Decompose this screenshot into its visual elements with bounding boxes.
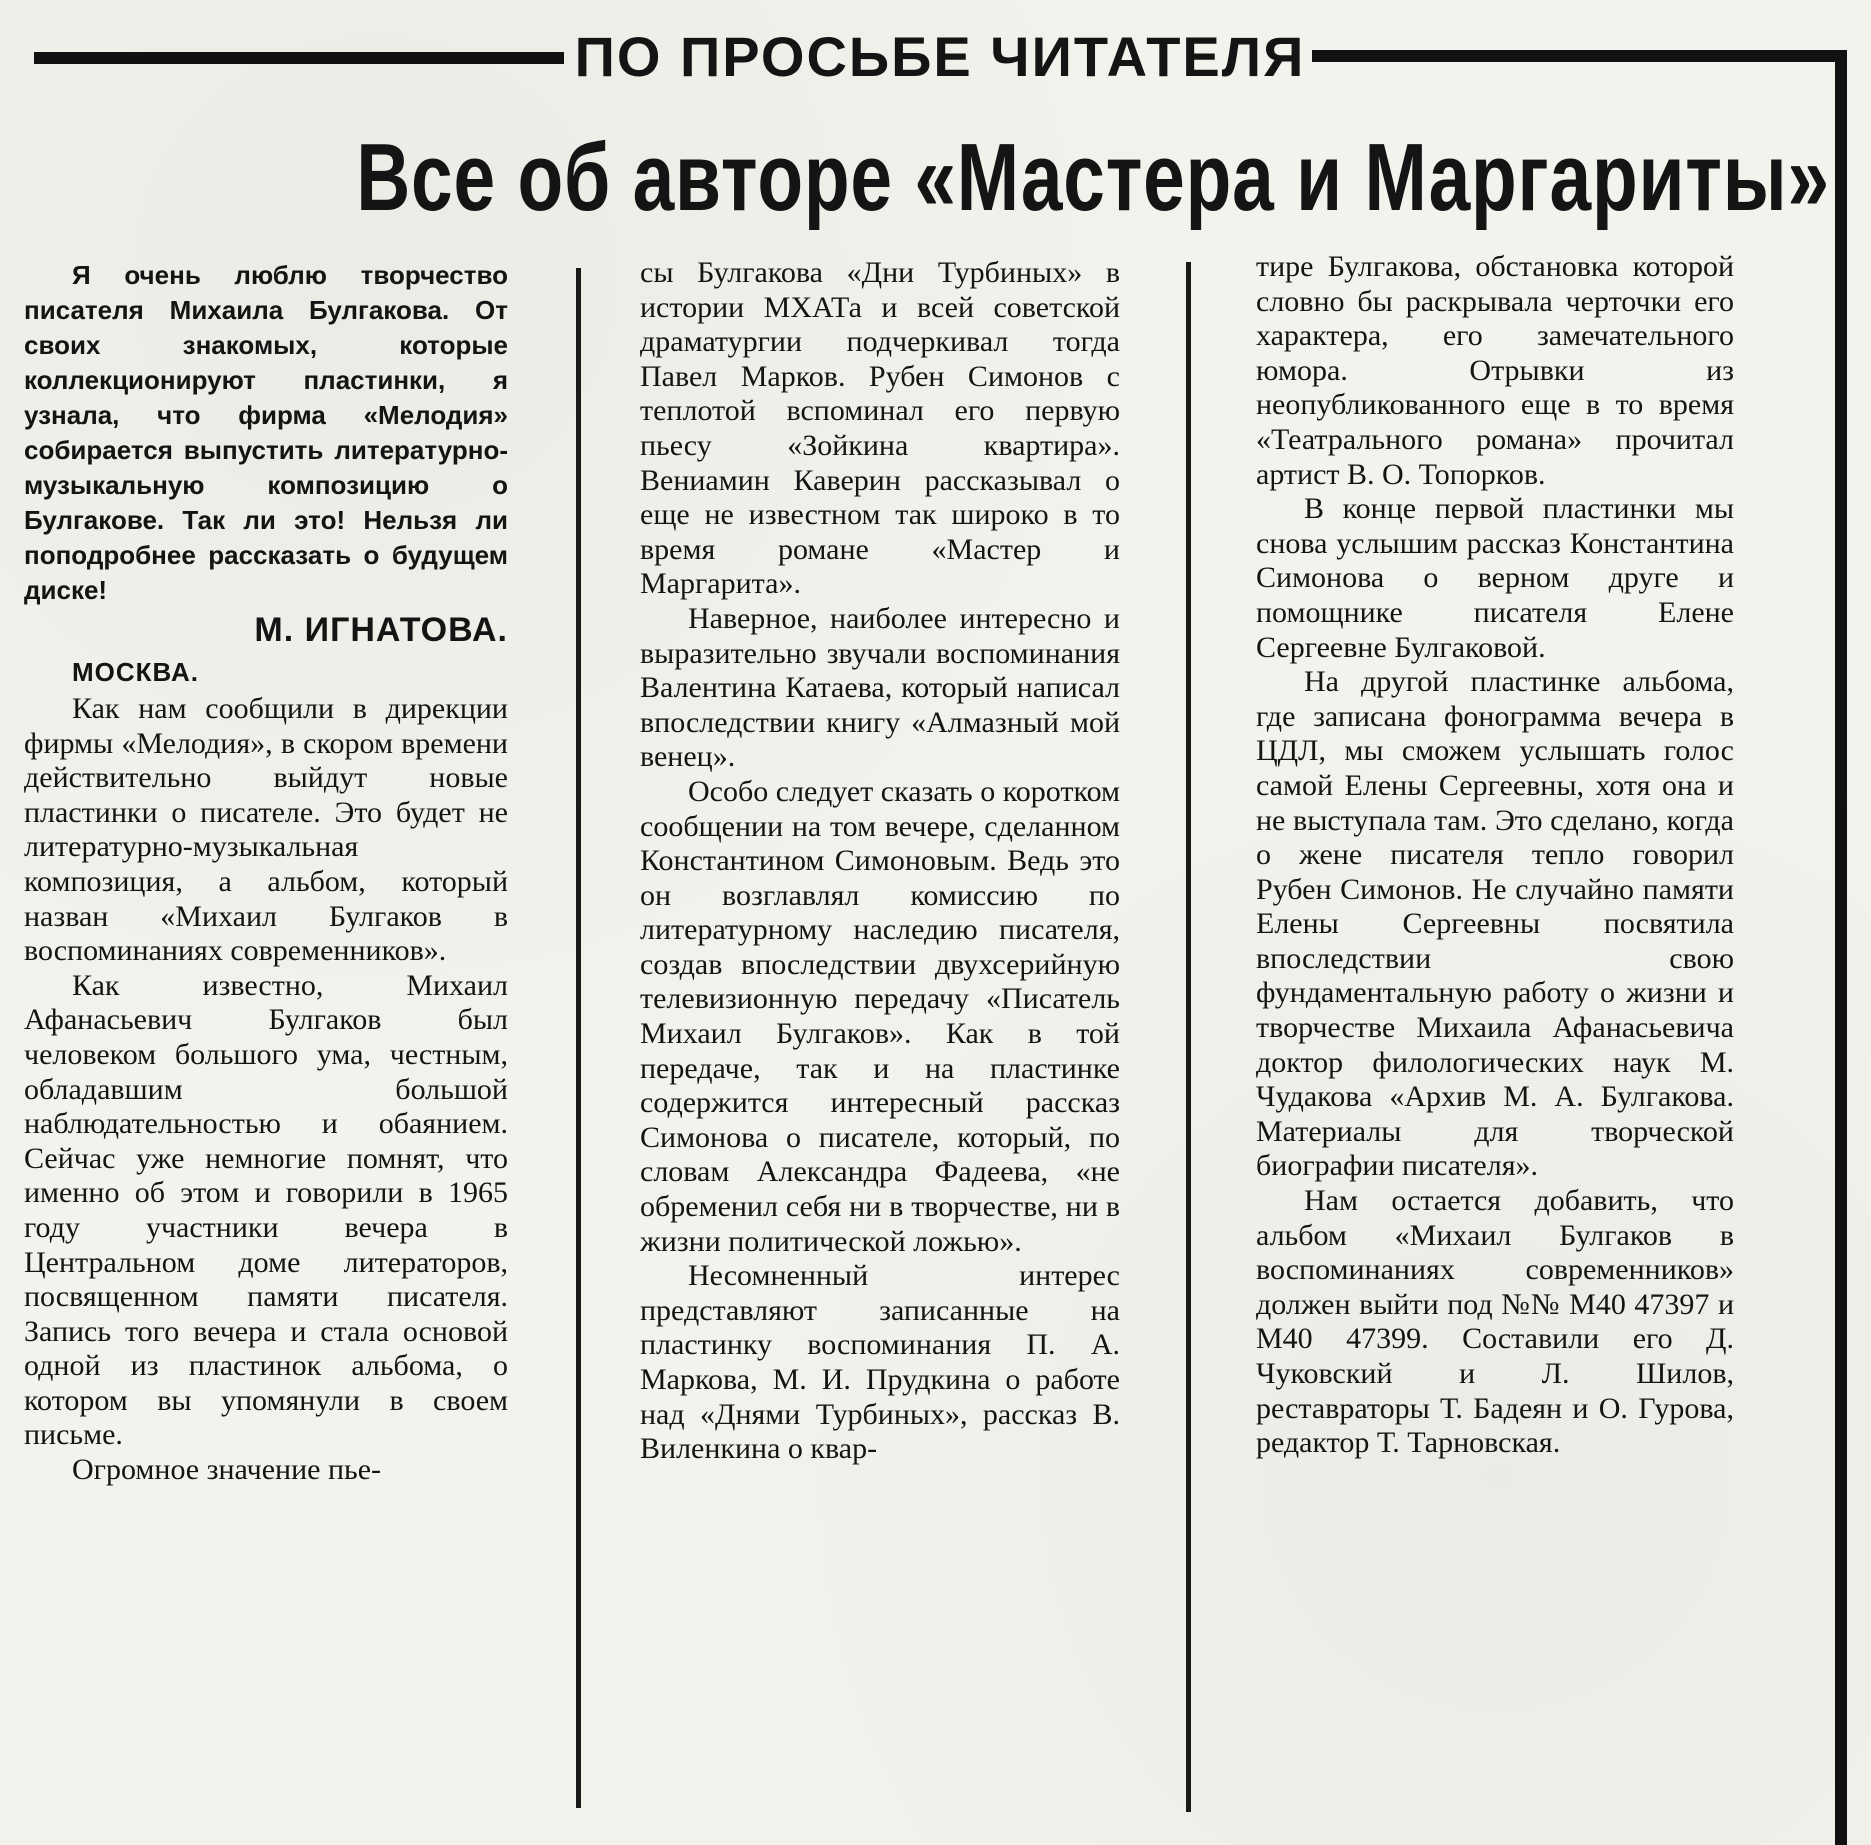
letter-city: МОСКВА.: [72, 657, 200, 687]
paragraph: Наверное, наиболее интересно и выразительно звучали воспоминания Валентина Катаева, который написал впоследствии книгу «Алмазный мой венец».: [640, 601, 1120, 774]
paragraph: тире Булгакова, обстановка которой словно бы раскрывала черточки его характера, его замечательного юмора. Отрывки из неопубликованного еще в то время «Театрального романа» прочитал артист В. О. Топорков.: [1256, 250, 1734, 491]
rubric-rule-right: [1312, 50, 1847, 62]
article-headline: Все об авторе «Мастера и Маргариты»: [356, 124, 1830, 231]
column-1: [24, 258, 508, 1488]
column-rule-2: [1186, 262, 1191, 1812]
paragraph: Как нам сообщили в дирекции фирмы «Мелодия», в скором времени действительно выйдут новые пластинки о писателе. Это будет не литературно-музыкальная композиция, а альбом, который назван «Михаил Булгаков в воспоминаниях современников».: [24, 692, 508, 968]
paragraph: сы Булгакова «Дни Турбиных» в истории МХАТа и всей советской драматургии подчеркивал тогда Павел Марков. Рубен Симонов с теплотой вспоминал его первую пьесу «Зойкина квартира». Вениамин Каверин рассказывал о еще не известном так широко в то время романе «Мастер и Маргарита».: [640, 256, 1120, 601]
column-rule-1: [576, 268, 581, 1808]
paragraph: Несомненный интерес представляют записанные на пластинку воспоминания П. А. Маркова, М. И. Прудкина о работе над «Днями Турбиных», рассказ В. Виленкина о квар-: [640, 1259, 1120, 1466]
paragraph: Особо следует сказать о коротком сообщении на том вечере, сделанном Константином Симоновым. Ведь это он возглавлял комиссию по литературному наследию писателя, создав впоследствии двухсерийную телевизионную передачу «Писатель Михаил Булгаков». Как в той передаче, так и на пластинке содержится интересный рассказ Симонова о писателе, который, по словам Александра Фадеева, «не обременил себя ни в творчестве, ни в жизни политической ложью».: [640, 774, 1120, 1258]
paragraph: Огромное значение пье-: [72, 1453, 382, 1487]
column-3: [1256, 250, 1734, 1461]
rubric-title: ПО ПРОСЬБЕ ЧИТАТЕЛЯ: [574, 25, 1306, 88]
rubric-rule-left: [34, 52, 564, 64]
paragraph: Нам остается добавить, что альбом «Михаил Булгаков в воспоминаниях современников» должен выйти под №№ М40 47397 и М40 47399. Составили его Д. Чуковский и Л. Шилов, реставраторы Т. Бадеян и О. Гурова, редактор Т. Тарновская.: [1256, 1184, 1734, 1460]
frame-rule-right: [1835, 50, 1847, 1845]
paragraph: В конце первой пластинки мы снова услышим рассказ Константина Симонова о верном друге и помощнике писателя Елене Сергеевне Булгаковой.: [1256, 492, 1734, 664]
letter-author: М. ИГНАТОВА.: [254, 611, 508, 649]
paragraph: На другой пластинке альбома, где записана фонограмма вечера в ЦДЛ, мы сможем услышать голос самой Елены Сергеевны, хотя она и не выступала там. Это сделано, когда о жене писателя тепло говорил Рубен Симонов. Не случайно памяти Елены Сергеевны посвятила впоследствии свою фундаментальную работу о жизни и творчестве Михаила Афанасьевича доктор филологических наук М. Чудакова «Архив М. А. Булгакова. Материалы для творческой биографии писателя».: [1256, 665, 1734, 1183]
reader-letter: Я очень люблю творчество писателя Михаила Булгакова. От своих знакомых, которые коллекционируют пластинки, я узнала, что фирма «Мелодия» собирается выпустить литературно-музыкальную композицию о Булгакове. Так ли это! Нельзя ли поподробнее рассказать о будущем диске!: [24, 260, 508, 605]
paragraph: Как известно, Михаил Афанасьевич Булгаков был человеком большого ума, честным, обладавшим большой наблюдательностью и обаянием. Сейчас уже немногие помнят, что именно об этом и говорили в 1965 году участники вечера в Центральном доме литераторов, посвященном памяти писателя. Запись того вечера и стала основой одной из пластинок альбома, о котором вы упомянули в своем письме.: [24, 968, 508, 1452]
column-2: [640, 256, 1120, 1467]
